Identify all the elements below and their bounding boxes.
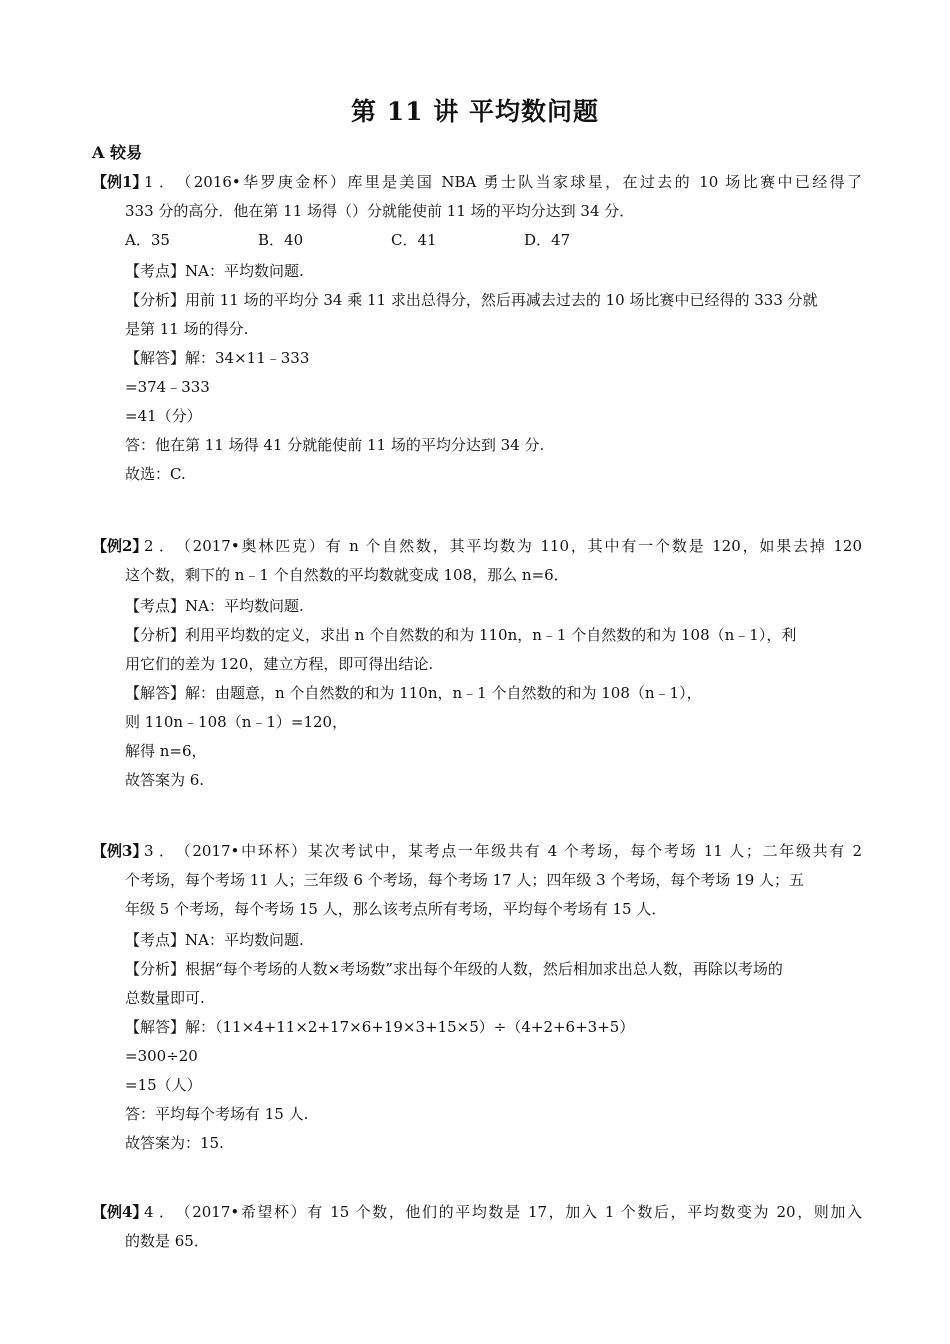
fenxi-line: 总数量即可.: [125, 989, 205, 1007]
kaodian: 【考点】NA：平均数问题.: [125, 597, 304, 615]
example-1: [92, 168, 862, 489]
jieda-line: 【解答】解：（11×4+11×2+17×6+19×3+15×5）÷（4+2+6+3+5）: [125, 1018, 635, 1036]
jieda-line: 故答案为 6.: [125, 771, 205, 789]
fenxi-line: 【分析】用前 11 场的平均分 34 乘 11 求出总得分，然后再减去过去的 10 场比赛中已经得的 333 分就: [125, 291, 818, 309]
question-line: [92, 168, 862, 197]
example-3: [92, 837, 862, 1158]
option-c: C．41: [391, 231, 437, 249]
question-number: 4．: [144, 1203, 174, 1221]
kaodian: 【考点】NA：平均数问题.: [125, 262, 304, 280]
jieda-line: 答：平均每个考场有 15 人.: [125, 1105, 309, 1123]
jieda-line: 故选：C.: [125, 465, 186, 483]
question-line: [92, 837, 862, 866]
jieda-line: 【解答】解：34×11﹣333: [125, 349, 310, 367]
question-text: （2017•奥林匹克）有 n 个自然数，其平均数为 110，其中有一个数是 120，如果去掉 120: [174, 537, 862, 555]
jieda-line: 答：他在第 11 场得 41 分就能使前 11 场的平均分达到 34 分.: [125, 436, 545, 454]
option-d: D．47: [524, 231, 571, 249]
jieda-line: 解得 n=6，: [125, 742, 207, 760]
example-label: 【例4】: [92, 1203, 148, 1221]
fenxi-line: 【分析】根据“每个考场的人数×考场数”求出每个年级的人数，然后相加求出总人数，再除以考场的: [125, 960, 783, 978]
question-line: 个考场，每个考场 11 人；三年级 6 个考场，每个考场 17 人；四年级 3 个考场，每个考场 19 人；五: [125, 871, 805, 889]
example-2: [92, 532, 862, 795]
answer-options: [92, 226, 862, 255]
question-line: [92, 532, 862, 561]
section-heading: A 较易: [92, 143, 142, 162]
jieda-line: 故答案为：15.: [125, 1134, 224, 1152]
fenxi-line: 【分析】利用平均数的定义，求出 n 个自然数的和为 110n，n﹣1 个自然数的和为 108（n﹣1），利: [125, 626, 797, 644]
question-text: （2017•中环杯）某次考试中，某考点一年级共有 4 个考场，每个考场 11 人；二年级共有 2: [174, 842, 862, 860]
question-line: 333 分的高分．他在第 11 场得（）分就能使前 11 场的平均分达到 34 分．: [125, 202, 635, 220]
question-number: 3．: [144, 842, 174, 860]
jieda-line: =374﹣333: [125, 378, 210, 396]
fenxi-line: 是第 11 场的得分.: [125, 320, 249, 338]
question-line: [92, 1198, 862, 1227]
example-4: [92, 1198, 862, 1256]
question-line: 年级 5 个考场，每个考场 15 人，那么该考点所有考场，平均每个考场有 15 人．: [125, 900, 667, 918]
jieda-line: =41（分）: [125, 407, 202, 425]
example-label: 【例2】: [92, 537, 148, 555]
fenxi-line: 用它们的差为 120，建立方程，即可得出结论.: [125, 655, 434, 673]
question-line: 这个数，剩下的 n﹣1 个自然数的平均数就变成 108，那么 n=6．: [125, 566, 569, 584]
option-b: B．40: [258, 231, 304, 249]
option-a: A．35: [125, 231, 170, 249]
page-title: 第 11 讲 平均数问题: [351, 97, 599, 126]
jieda-line: 【解答】解：由题意，n 个自然数的和为 110n，n﹣1 个自然数的和为 108（n﹣1），: [125, 684, 702, 702]
question-text: （2017•希望杯）有 15 个数，他们的平均数是 17，加入 1 个数后，平均数变为 20，则加入: [174, 1203, 862, 1221]
jieda-line: =15（人）: [125, 1076, 202, 1094]
kaodian: 【考点】NA：平均数问题.: [125, 931, 304, 949]
question-number: 1．: [144, 173, 174, 191]
question-number: 2．: [144, 537, 174, 555]
question-text: （2016•华罗庚金杯）库里是美国 NBA 勇士队当家球星，在过去的 10 场比赛中已经得了: [174, 173, 862, 191]
example-label: 【例1】: [92, 173, 148, 191]
question-line: 的数是 65．: [125, 1232, 209, 1250]
jieda-line: =300÷20: [125, 1047, 198, 1065]
jieda-line: 则 110n﹣108（n﹣1）=120，: [125, 713, 348, 731]
example-label: 【例3】: [92, 842, 148, 860]
